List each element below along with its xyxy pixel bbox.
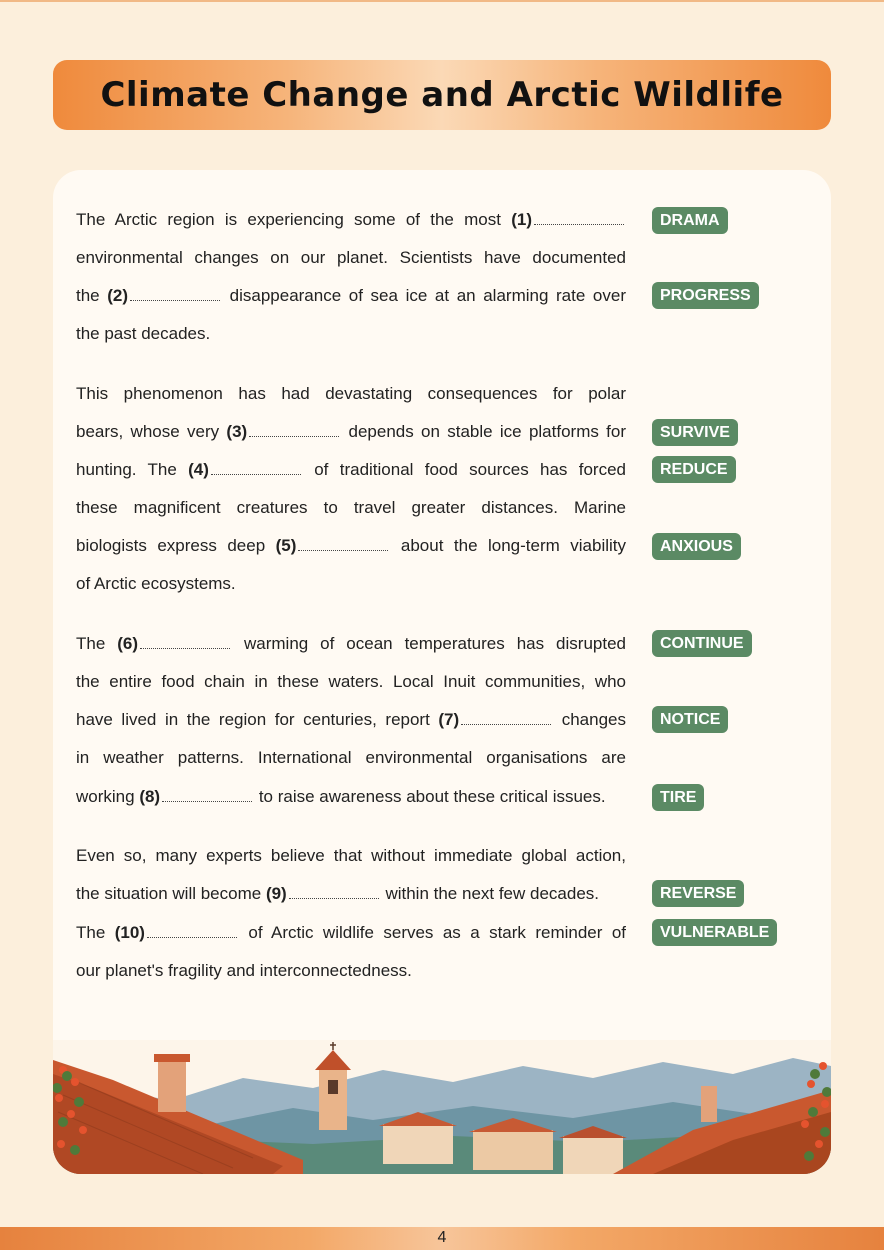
text-line: hunting. The (4) of traditional food sources has forced (76, 460, 626, 479)
text-line: our planet's fragility and interconnectedness. (76, 961, 412, 980)
village-landscape-illustration (53, 1040, 831, 1174)
text-line: the (2) disappearance of sea ice at an alarming rate over (76, 286, 626, 305)
word-badge-reverse: REVERSE (652, 880, 744, 907)
answer-blank-8[interactable] (162, 792, 252, 802)
text-line: working (8) to raise awareness about these critical issues. (76, 787, 606, 806)
exercise-card (53, 170, 831, 1174)
page-number: 4 (437, 1229, 447, 1246)
text-line: environmental changes on our planet. Scientists have documented (76, 248, 626, 267)
text-line: these magnificent creatures to travel greater distances. Marine (76, 498, 626, 517)
word-badge-progress: PROGRESS (652, 282, 759, 309)
word-badge-survive: SURVIVE (652, 419, 738, 446)
top-border (0, 0, 884, 2)
text-line: the situation will become (9) within the next few decades. (76, 884, 600, 903)
answer-blank-9[interactable] (289, 889, 379, 899)
answer-blank-7[interactable] (461, 715, 551, 725)
text-line: The (6) warming of ocean temperatures has disrupted (76, 634, 626, 653)
page-title: Climate Change and Arctic Wildlife (100, 75, 784, 115)
word-badge-reduce: REDUCE (652, 456, 736, 483)
word-badge-tire: TIRE (652, 784, 704, 811)
text-line: the entire food chain in these waters. Local Inuit communities, who (76, 672, 626, 691)
answer-blank-1[interactable] (534, 215, 624, 225)
text-line: The (10) of Arctic wildlife serves as a stark reminder of (76, 923, 626, 942)
word-badge-anxious: ANXIOUS (652, 533, 741, 560)
text-line: biologists express deep (5) about the long-term viability (76, 536, 626, 555)
text-line: Even so, many experts believe that without immediate global action, (76, 846, 626, 865)
answer-blank-5[interactable] (298, 541, 388, 551)
word-badge-vulnerable: VULNERABLE (652, 919, 777, 946)
text-line: This phenomenon has had devastating consequences for polar (76, 384, 626, 403)
answer-blank-3[interactable] (249, 427, 339, 437)
title-banner (53, 60, 831, 130)
text-line: have lived in the region for centuries, report (7) changes (76, 710, 627, 729)
answer-blank-2[interactable] (130, 291, 220, 301)
answer-blank-6[interactable] (140, 639, 230, 649)
text-line: in weather patterns. International environmental organisations are (76, 748, 626, 767)
word-badge-continue: CONTINUE (652, 630, 752, 657)
word-badge-notice: NOTICE (652, 706, 728, 733)
answer-blank-10[interactable] (147, 928, 237, 938)
text-line: the past decades. (76, 324, 211, 343)
answer-blank-4[interactable] (211, 465, 301, 475)
text-line: The Arctic region is experiencing some of the most (1) (76, 210, 626, 230)
text-line: bears, whose very (3) depends on stable ice platforms for (76, 422, 626, 441)
text-line: of Arctic ecosystems. (76, 574, 236, 593)
word-badge-drama: DRAMA (652, 207, 728, 234)
